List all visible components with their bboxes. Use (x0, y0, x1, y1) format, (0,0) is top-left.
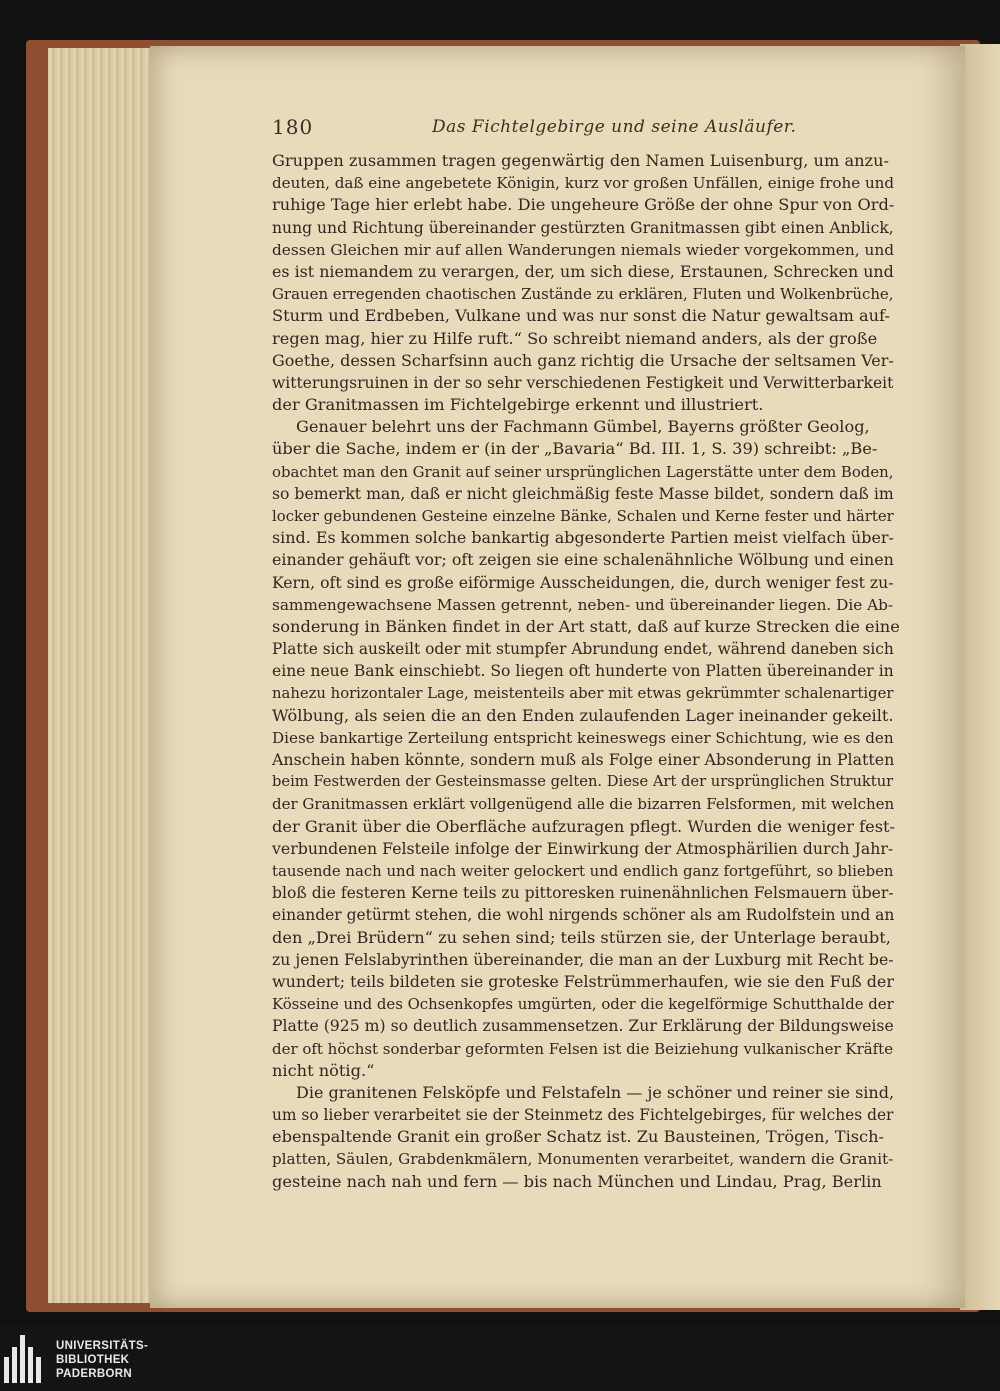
logo-line: PADERBORN (56, 1368, 132, 1380)
facing-page-edge (960, 44, 1000, 1310)
text-line: Kösseine und des Ochsenkopfes umgürten, oder die kegelförmige Schutthalde der (272, 995, 894, 1014)
text-line: es ist niemandem zu verargen, der, um sich diese, Erstaunen, Schrecken und (272, 261, 894, 281)
body-text (272, 150, 900, 1193)
text-line: nahezu horizontaler Lage, meistenteils aber mit etwas gekrümmter schalenartiger (272, 684, 894, 702)
text-line: nicht nötig.“ (272, 1060, 375, 1080)
library-logo-icon (4, 1335, 46, 1383)
text-line: Wölbung, als seien die an den Enden zulaufenden Lager ineinander gekeilt. (272, 705, 894, 725)
text-line: obachtet man den Granit auf seiner ursprünglichen Lagerstätte unter dem Boden, (272, 462, 894, 481)
text-line: sonderung in Bänken findet in der Art statt, daß auf kurze Strecken die eine (272, 616, 900, 636)
text-line: tausende nach und nach weiter gelockert und endlich ganz fortgeführt, so blieben (272, 862, 894, 880)
text-line: der Granitmassen erklärt vollgenügend alle die bizarren Felsformen, mit welchen (272, 795, 895, 814)
text-line: Kern, oft sind es große eiförmige Ausscheidungen, die, durch weniger fest zu- (272, 572, 894, 592)
text-line: gesteine nach nah und fern — bis nach München und Lindau, Prag, Berlin (272, 1171, 882, 1191)
page-number: 180 (272, 115, 314, 139)
text-line: der oft höchst sonderbar geformten Felsen ist die Beiziehung vulkanischer Kräfte (272, 1039, 894, 1058)
text-line: ruhige Tage hier erlebt habe. Die ungeheure Größe der ohne Spur von Ord- (272, 195, 895, 215)
text-line: deuten, daß eine angebetete Königin, kurz vor großen Unfällen, einige frohe und (272, 174, 895, 193)
text-line: witterungsruinen in der so sehr verschiedenen Festigkeit und Verwitterbarkeit (272, 373, 894, 392)
text-line: Platte (925 m) so deutlich zusammensetzen. Zur Erklärung der Bildungsweise (272, 1016, 894, 1036)
text-line: Grauen erregenden chaotischen Zustände zu erklären, Fluten und Wolkenbrüche, (272, 285, 894, 304)
text-line: dessen Gleichen mir auf allen Wanderungen niemals wieder vorgekommen, und (272, 240, 895, 259)
text-line: eine neue Bank einschiebt. So liegen oft hunderte von Platten übereinander in (272, 662, 894, 681)
text-line: der Granit über die Oberfläche aufzuragen pflegt. Wurden die weniger fest- (272, 816, 895, 836)
text-line: wundert; teils bildeten sie groteske Felstrümmerhaufen, wie sie den Fuß der (272, 971, 894, 991)
page-header (272, 115, 912, 145)
text-line: einander gehäuft vor; oft zeigen sie eine schalenähnliche Wölbung und einen (272, 550, 894, 570)
logo-line: BIBLIOTHEK (56, 1354, 130, 1366)
text-line: Genauer belehrt uns der Fachmann Gümbel, Bayerns größter Geolog, (296, 417, 870, 437)
text-line: sind. Es kommen solche bankartig abgesonderte Partien meist vielfach über- (272, 528, 894, 548)
text-line: einander getürmt stehen, die wohl nirgends schöner als am Rudolfstein und an (272, 906, 895, 925)
text-line: der Granitmassen im Fichtelgebirge erkennt und illustriert. (272, 395, 764, 415)
page-edges (48, 48, 160, 1303)
text-line: nung und Richtung übereinander gestürzten Granitmassen gibt einen Anblick, (272, 218, 894, 237)
text-line: Anschein haben könnte, sondern muß als Folge einer Absonderung in Platten (272, 750, 895, 770)
text-line: zu jenen Felslabyrinthen übereinander, die man an der Luxburg mit Recht be- (272, 949, 894, 969)
library-logo-text (56, 1339, 148, 1381)
text-line: Diese bankartige Zerteilung entspricht keineswegs einer Schichtung, wie es den (272, 728, 894, 747)
text-line: Platte sich auskeilt oder mit stumpfer Abrundung endet, während daneben sich (272, 640, 894, 659)
text-line: den „Drei Brüdern“ zu sehen sind; teils stürzen sie, der Unterlage beraubt, (272, 927, 891, 947)
text-line: platten, Säulen, Grabdenkmälern, Monumenten verarbeitet, wandern die Granit- (272, 1150, 894, 1169)
text-line: Die granitenen Felsköpfe und Felstafeln — je schöner und reiner sie sind, (296, 1082, 895, 1102)
text-line: ebenspaltende Granit ein großer Schatz ist. Zu Bausteinen, Trögen, Tisch- (272, 1127, 885, 1147)
text-line: beim Festwerden der Gesteinsmasse gelten. Diese Art der ursprünglichen Struktur (272, 773, 894, 791)
text-line: verbundenen Felsteile infolge der Einwirkung der Atmosphärilien durch Jahr- (272, 838, 894, 858)
text-line: locker gebundenen Gesteine einzelne Bänke, Schalen und Kerne fester und härter (272, 507, 894, 525)
text-line: über die Sache, indem er (in der „Bavaria“ Bd. III. 1, S. 39) schreibt: „Be- (272, 439, 878, 459)
library-logo-bar (0, 1325, 1000, 1391)
logo-line: UNIVERSITÄTS- (56, 1340, 149, 1352)
text-line: Gruppen zusammen tragen gegenwärtig den Namen Luisenburg, um anzu- (272, 151, 889, 170)
text-line: Goethe, dessen Scharfsinn auch ganz richtig die Ursache der seltsamen Ver- (272, 350, 894, 370)
running-title: Das Fichtelgebirge und seine Ausläufer. (432, 117, 797, 137)
text-line: Sturm und Erdbeben, Vulkane und was nur sonst die Natur gewaltsam auf- (272, 306, 890, 326)
text-line: bloß die festeren Kerne teils zu pittoresken ruinenähnlichen Felsmauern über- (272, 884, 894, 903)
text-line: so bemerkt man, daß er nicht gleichmäßig feste Masse bildet, sondern daß im (272, 483, 894, 503)
text-line: regen mag, hier zu Hilfe ruft.“ So schreibt niemand anders, als der große (272, 328, 878, 348)
text-line: um so lieber verarbeitet sie der Steinmetz des Fichtelgebirges, für welches der (272, 1106, 894, 1125)
text-line: sammengewachsene Massen getrennt, neben- und übereinander liegen. Die Ab- (272, 595, 894, 614)
